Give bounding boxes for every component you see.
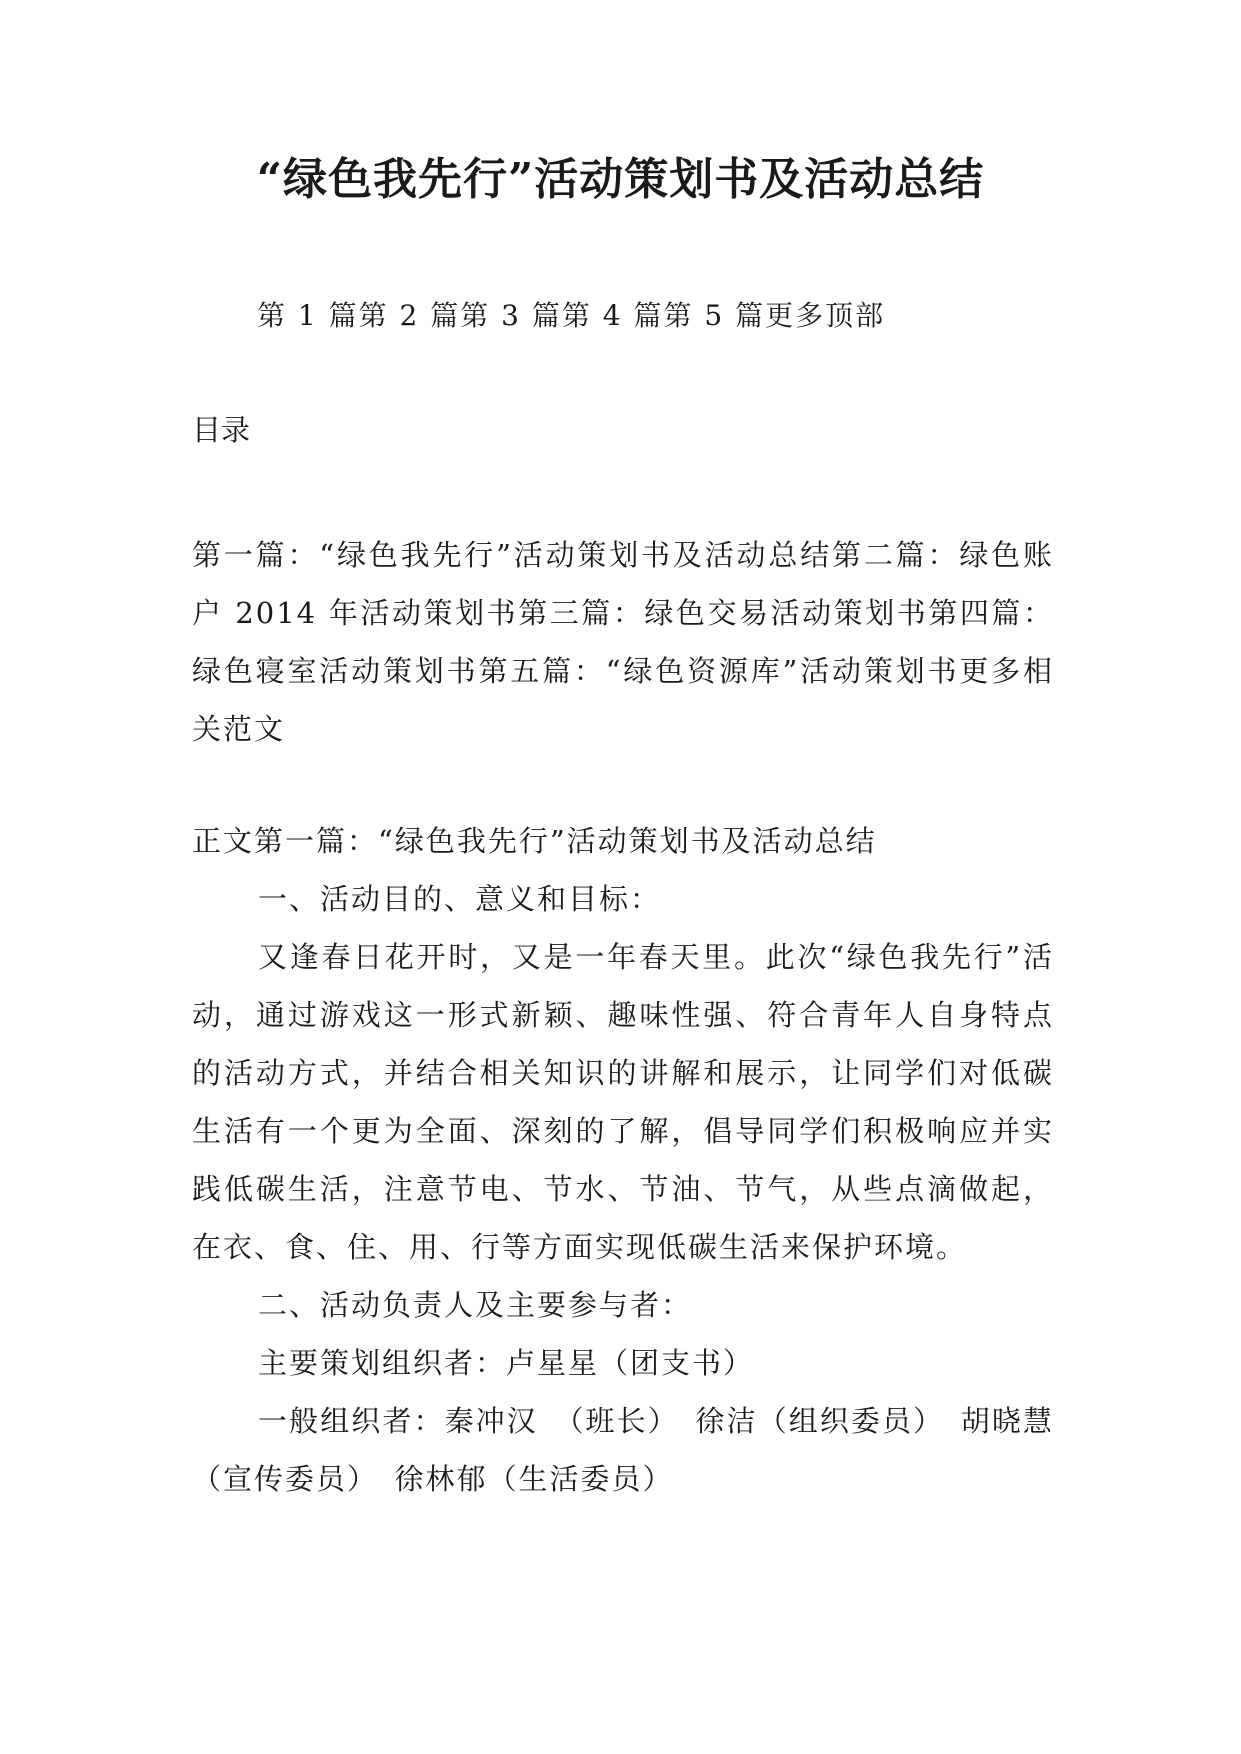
toc-entry-4[interactable]: 第四篇：绿色寝室活动策划书	[192, 596, 1054, 688]
toc-entry-more[interactable]: 更多相关范文	[192, 654, 1054, 746]
toc-heading: 目录	[192, 413, 251, 447]
heading-organizers: 二、活动负责人及主要参与者：	[258, 1288, 693, 1322]
nav-link-article-3[interactable]: 第 3 篇	[460, 299, 562, 332]
nav-link-article-1[interactable]: 第 1 篇	[257, 299, 359, 332]
toc-entry-5[interactable]: 第五篇：“绿色资源库”活动策划书	[478, 654, 960, 688]
nav-link-article-5[interactable]: 第 5 篇	[663, 299, 766, 332]
paragraph-general-organizers: 一般组织者：秦冲汉 （班长） 徐洁（组织委员） 胡晓慧（宣传委员） 徐林郁（生活委员）	[192, 1404, 1054, 1496]
article-nav	[257, 296, 885, 336]
paragraph-main-organizer: 主要策划组织者：卢星星（团支书）	[258, 1346, 755, 1380]
nav-link-more[interactable]: 更多	[765, 299, 826, 332]
heading-activity-goals: 一、活动目的、意义和目标：	[258, 882, 662, 916]
toc-entry-1[interactable]: 第一篇：“绿色我先行”活动策划书及活动总结	[192, 538, 833, 572]
toc-entry-2[interactable]: 第二篇：绿色账户 2014 年活动策划书	[192, 538, 1054, 630]
table-of-contents	[192, 526, 1054, 758]
nav-link-article-2[interactable]: 第 2 篇	[358, 299, 461, 332]
paragraph-activity-description: 又逢春日花开时，又是一年春天里。此次“绿色我先行”活动，通过游戏这一形式新颖、趣味性强、符合青年人自身特点的活动方式，并结合相关知识的讲解和展示，让同学们对低碳生活有一个更为全面、深刻的了解，倡导同学们积极响应并实践低碳生活，注意节电、节水、节油、节气，从些点滴做起，在衣、食、住、用、行等方面实现低碳生活来保护环境。	[192, 940, 1054, 1264]
document-title: “绿色我先行”活动策划书及活动总结	[256, 154, 985, 205]
toc-entry-3[interactable]: 第三篇：绿色交易活动策划书	[518, 596, 929, 630]
document-body	[192, 812, 1054, 1508]
section-title: 正文第一篇：“绿色我先行”活动策划书及活动总结	[192, 824, 877, 858]
nav-link-article-4[interactable]: 第 4 篇	[561, 299, 664, 332]
nav-link-top[interactable]: 顶部	[825, 299, 886, 332]
